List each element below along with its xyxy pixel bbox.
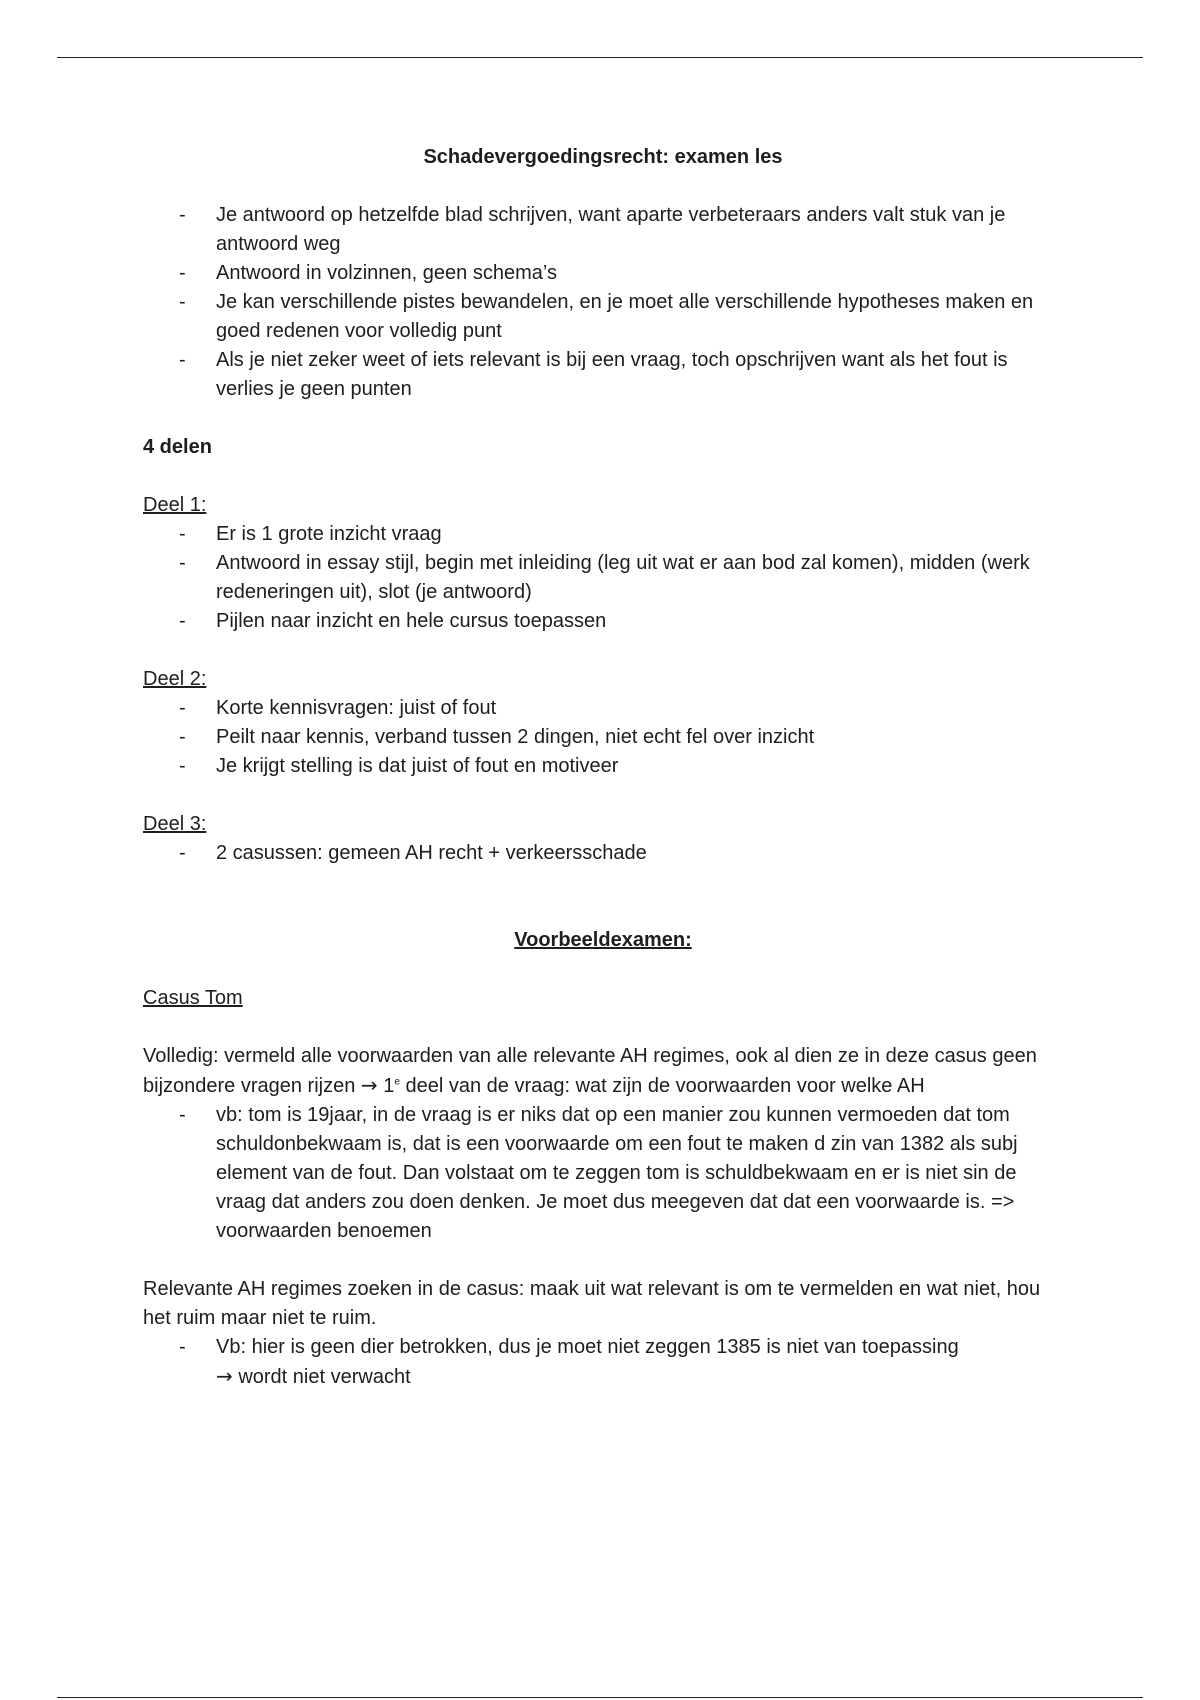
list-item: - Pijlen naar inzicht en hele cursus toepassen [179,610,607,632]
case-heading: Casus Tom [143,987,243,1009]
relevant-list [143,1333,1063,1392]
document-body [143,143,1063,1392]
parts-heading: 4 delen [143,436,212,458]
intro-list [143,201,1063,404]
list-item: - Antwoord in essay stijl, begin met inleiding (leg uit wat er aan bod zal komen), midden (werk redeneringen uit), slot (je antwoord) [179,552,1030,603]
right-arrow-icon: → [216,1364,233,1388]
right-arrow-icon: → [360,1073,378,1097]
list-item: - Er is 1 grote inzicht vraag [179,523,442,545]
list-item: - Peilt naar kennis, verband tussen 2 dingen, niet echt fel over inzicht [179,726,815,748]
volledig-paragraph: Volledig: vermeld alle voorwaarden van alle relevante AH regimes, ook al dien ze in deze casus geen bijzondere vragen rijzen → 1e deel van de vraag: wat zijn de voorwaarden voor welke AH [143,1045,1037,1097]
deel1-list [143,520,1063,636]
example-exam-title: Voorbeeldexamen: [514,929,692,951]
document-title: Schadevergoedingsrecht: examen les [423,146,783,168]
deel3-list [143,839,1063,868]
list-item: - Je kan verschillende pistes bewandelen, en je moet alle verschillende hypotheses maken en goed redenen voor volledig punt [179,291,1034,342]
deel3-heading: Deel 3: [143,813,207,835]
top-rule [57,57,1143,58]
bottom-rule [57,1697,1143,1698]
volledig-list [143,1101,1063,1246]
deel2-list [143,694,1063,781]
list-item: - Antwoord in volzinnen, geen schema’s [179,262,557,284]
list-item: - 2 casussen: gemeen AH recht + verkeersschade [179,842,647,864]
relevant-paragraph: Relevante AH regimes zoeken in de casus: maak uit wat relevant is om te vermelden en wat niet, hou het ruim maar niet te ruim. [143,1278,1041,1329]
list-item: - Je antwoord op hetzelfde blad schrijven, want aparte verbeteraars anders valt stuk van je antwoord weg [179,204,1006,255]
deel1-heading: Deel 1: [143,494,207,516]
list-item: - Als je niet zeker weet of iets relevant is bij een vraag, toch opschrijven want als het fout is verlies je geen punten [179,349,1008,400]
list-item: - Je krijgt stelling is dat juist of fout en motiveer [179,755,619,777]
list-item: - Korte kennisvragen: juist of fout [179,697,497,719]
list-item: - Vb: hier is geen dier betrokken, dus je moet niet zeggen 1385 is niet van toepassing → wordt niet verwacht [179,1336,959,1388]
deel2-heading: Deel 2: [143,668,207,690]
list-item: - vb: tom is 19jaar, in de vraag is er niks dat op een manier zou kunnen vermoeden dat tom schuldonbekwaam is, dat is een voorwaarde om een fout te maken d zin van 1382 als subj element van de fout. Dan volstaat om te zeggen tom is schuldbekwaam en er is niet sin de vraag dat anders zou doen denken. Je moet dus meegeven dat dat een voorwaarde is. => voorwaarden benoemen [179,1104,1018,1242]
